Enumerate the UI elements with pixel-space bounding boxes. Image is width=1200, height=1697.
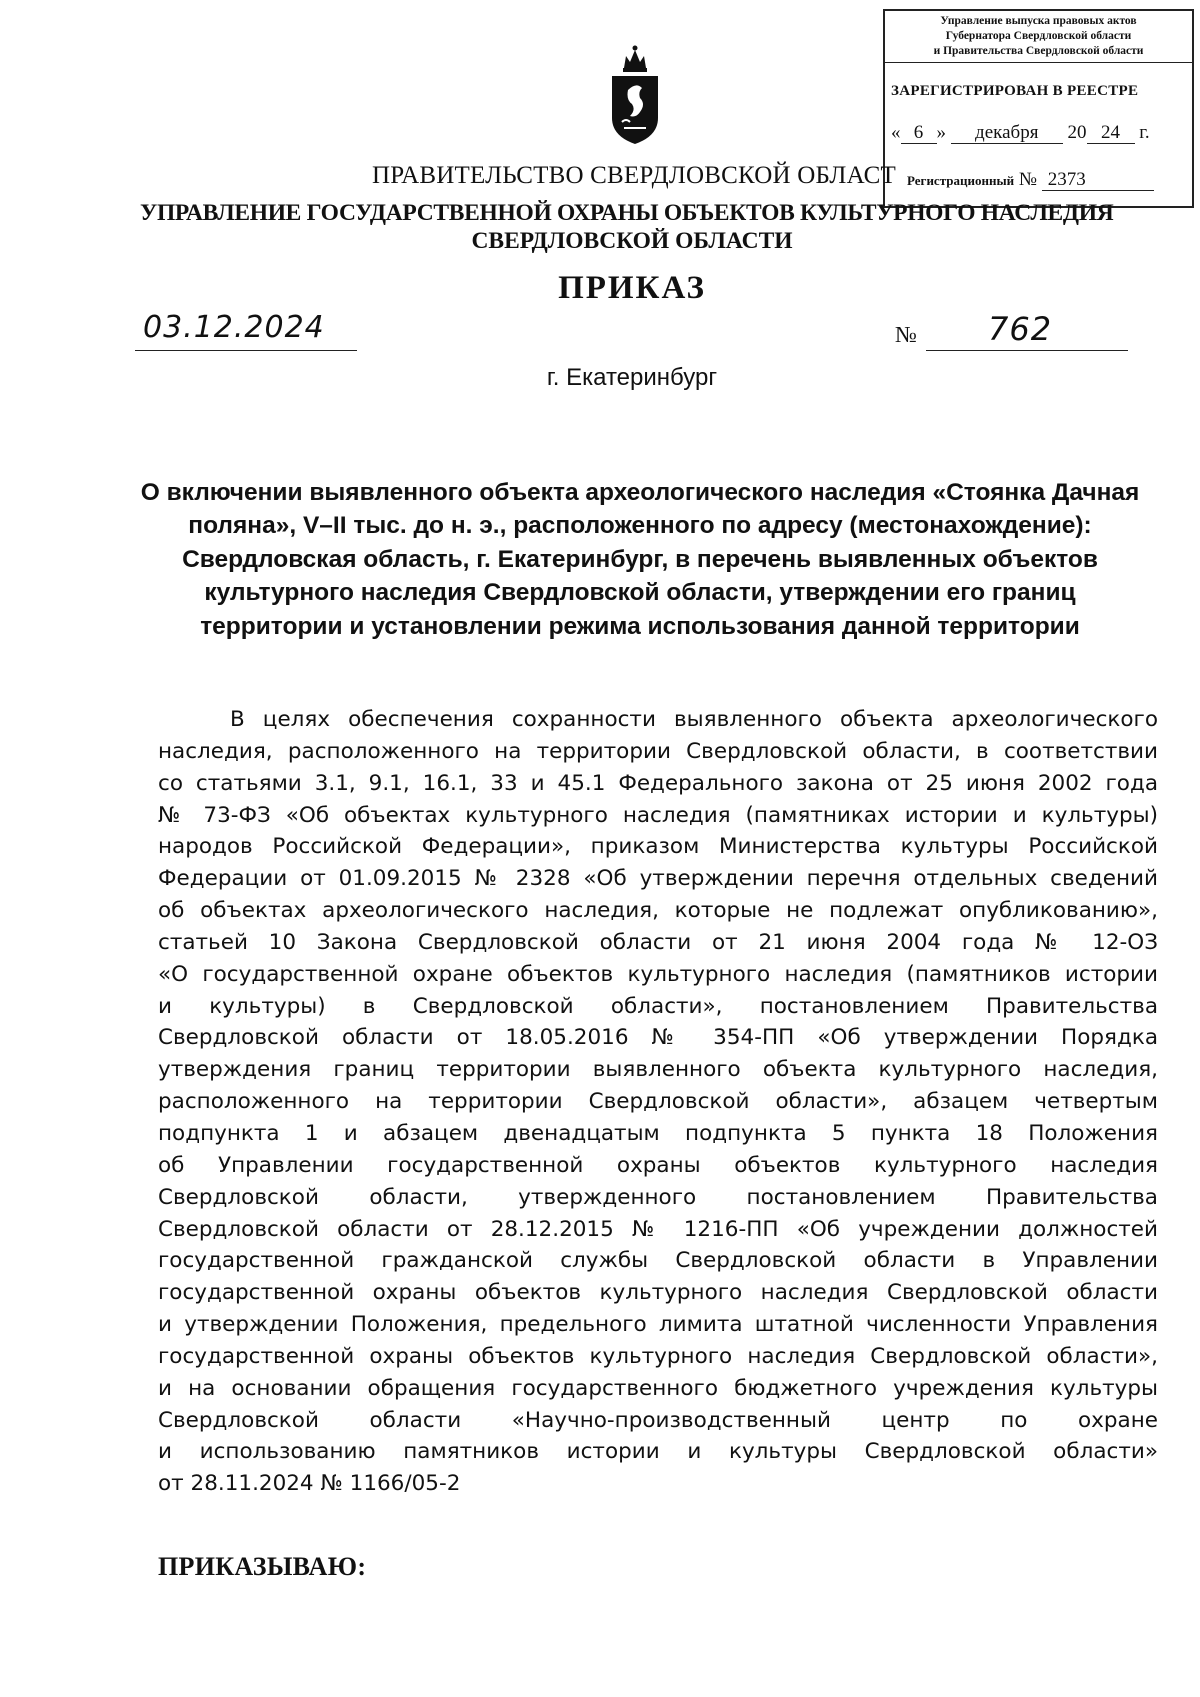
preamble-line: расположенного на территории Свердловской области», абзацем четвертым xyxy=(158,1089,1158,1115)
stamp-close-quote: » xyxy=(936,122,946,143)
orders-heading: ПРИКАЗЫВАЮ: xyxy=(158,1552,367,1581)
preamble-line: государственной охраны объектов культурного наследия Свердловской области», xyxy=(158,1343,1158,1369)
stamp-year-suffix: 24 xyxy=(1087,123,1135,144)
preamble-line: наследия, расположенного на территории Свердловской области, в соответствии xyxy=(158,738,1158,764)
stamp-reg-label: Регистрационный xyxy=(907,173,1015,188)
preamble-line: и на основании обращения государственного бюджетного учреждения культуры xyxy=(158,1375,1158,1401)
preamble-line: государственной охраны объектов культурного наследия Свердловской области xyxy=(158,1280,1158,1306)
preamble-line: Свердловской области от 28.12.2015 № 1216-ПП «Об учреждении должностей xyxy=(158,1216,1158,1242)
preamble-line: и культуры) в Свердловской области», постановлением Правительства xyxy=(158,993,1158,1019)
preamble-line: Свердловской области, утвержденного постановлением Правительства xyxy=(158,1184,1158,1210)
stamp-header-line: Губернатора Свердловской области xyxy=(945,30,1132,42)
stamp-reg-number: 2373 xyxy=(1042,170,1154,191)
government-title: ПРАВИТЕЛЬСТВО СВЕРДЛОВСКОЙ ОБЛАСТ xyxy=(372,162,896,189)
preamble-line: В целях обеспечения сохранности выявленного объекта археологического xyxy=(230,707,1158,732)
preamble-line: «О государственной охране объектов культурного наследия (памятников истории xyxy=(158,961,1158,987)
order-number-label: № xyxy=(895,322,917,347)
preamble-line: государственной гражданской службы Свердловской области в Управлении xyxy=(158,1248,1158,1274)
stamp-year-mark: г. xyxy=(1139,122,1150,143)
preamble-line: народов Российской Федерации», приказом Министерства культуры Российской xyxy=(158,834,1158,860)
preamble-line: № 73-ФЗ «Об объектах культурного наследия (памятниках истории и культуры) xyxy=(158,802,1158,828)
stamp-number-row xyxy=(907,169,1154,191)
stamp-month: декабря xyxy=(951,123,1063,144)
department-title-line1: УПРАВЛЕНИЕ ГОСУДАРСТВЕННОЙ ОХРАНЫ ОБЪЕКТОВ КУЛЬТУРНОГО НАСЛЕДИЯ xyxy=(140,200,1114,226)
stamp-day: 6 xyxy=(901,123,937,144)
stamp-header xyxy=(885,11,1192,63)
order-date-field xyxy=(135,310,357,351)
preamble-line: Свердловской области «Научно-производственный центр по охране xyxy=(158,1407,1158,1433)
stamp-num-sign: № xyxy=(1018,169,1037,190)
preamble-line: со статьями 3.1, 9.1, 16.1, 33 и 45.1 Федерального закона от 25 июня 2002 года xyxy=(158,770,1158,796)
department-title-line2: СВЕРДЛОВСКОЙ ОБЛАСТИ xyxy=(471,228,793,254)
preamble-line: от 28.11.2024 № 1166/05-2 xyxy=(158,1471,461,1497)
document-type: ПРИКАЗ xyxy=(558,270,706,306)
preamble-line: Свердловской области от 18.05.2016 № 354-ПП «Об утверждении Порядка xyxy=(158,1025,1158,1051)
preamble-line: статьей 10 Закона Свердловской области от 21 июня 2004 года № 12-ОЗ xyxy=(158,929,1158,955)
registration-stamp xyxy=(883,9,1194,208)
preamble-text xyxy=(158,704,1158,1500)
stamp-date xyxy=(891,122,1150,144)
order-number-field xyxy=(926,310,1128,351)
city: г. Екатеринбург xyxy=(546,364,718,391)
preamble-line: утверждения границ территории выявленного объекта культурного наследия, xyxy=(158,1057,1158,1083)
preamble-line: и использованию памятников истории и культуры Свердловской области» xyxy=(158,1439,1158,1465)
stamp-header-line: и Правительства Свердловской области xyxy=(933,45,1144,57)
stamp-year-prefix: 20 xyxy=(1067,122,1087,143)
sverdlovsk-coat-of-arms-icon xyxy=(606,44,664,148)
order-number: 762 xyxy=(988,310,1053,348)
stamp-registered-label: ЗАРЕГИСТРИРОВАН В РЕЕСТРЕ xyxy=(891,83,1139,99)
order-subject: О включении выявленного объекта археологического наследия «Стоянка Дачная поляна», V–II тыс. до н. э., расположенного по адресу (местонахождение): Свердловская область, г. Екатеринбург, в перечень выявленных объектов культурного наследия Свердловской области, утверждении его границ территории и установлении режима использования данной территории xyxy=(140,479,1140,640)
stamp-header-line: Управление выпуска правовых актов xyxy=(940,15,1137,27)
order-date: 03.12.2024 xyxy=(143,310,325,345)
preamble-line: Федерации от 01.09.2015 № 2328 «Об утверждении перечня отдельных сведений xyxy=(158,866,1158,892)
stamp-open-quote: « xyxy=(891,122,901,143)
preamble-line: подпункта 1 и абзацем двенадцатым подпункта 5 пункта 18 Положения xyxy=(158,1120,1158,1146)
preamble-line: и утверждении Положения, предельного лимита штатной численности Управления xyxy=(158,1312,1158,1338)
preamble-line: об объектах археологического наследия, которые не подлежат опубликованию», xyxy=(158,898,1158,924)
preamble-line: об Управлении государственной охраны объектов культурного наследия xyxy=(158,1152,1158,1178)
